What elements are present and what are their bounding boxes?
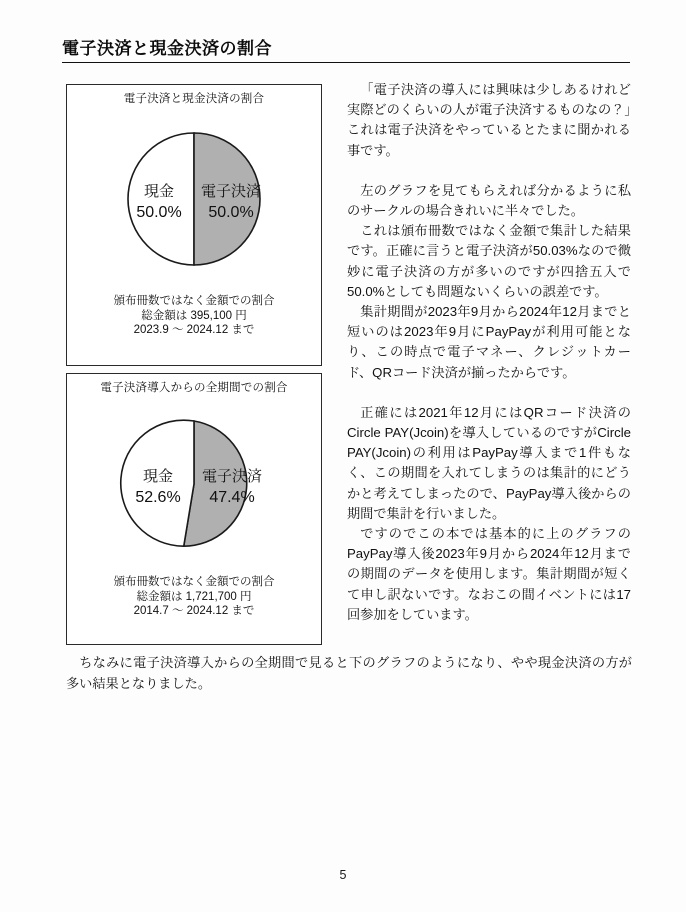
paragraph-bottom: ちなみに電子決済導入からの全期間で見ると下のグラフのようになり、やや現金決済の方が多い結果となりました。 (66, 655, 632, 691)
paragraph-spacer (347, 161, 631, 181)
paragraph-1: 「電子決済の導入には興味は少しあるけれど実際どのくらいの人が電子決済するものなの？」これは電子決済をやっているとたまに聞かれる事です。 (347, 82, 631, 158)
chart-caption (67, 575, 321, 619)
chart-caption (67, 294, 321, 338)
paragraph-5: 正確には2021年12月にはQRコード決済のCircle PAY(Jcoin)を導入しているのですがCircle PAY(Jcoin)の利用はPayPay導入まで1件もなく、この期間を入れてしまうのは集計的にどうかと考えてしまったので、PayPay導入後からの期間で集計を行いました。 (347, 404, 631, 521)
heading-rule (62, 62, 630, 63)
chart-card-period (66, 84, 322, 366)
chart-title: 電子決済導入からの全期間での割合 (100, 382, 288, 394)
pie-label-cash-value: 52.6% (135, 489, 181, 506)
paragraph-6: ですのでこの本では基本的に上のグラフのPayPay導入後2023年9月から2024年12月までの期間のデータを使用します。集計期間が短くて申し訳ないです。なおこの間イベントには17回参加をしています。 (347, 526, 631, 622)
caption-line-2: 総金額は 1,721,700 円 (136, 590, 252, 603)
pie-label-cash-value: 50.0% (136, 204, 182, 221)
body-text-column (347, 80, 631, 625)
caption-line-1: 頒布冊数ではなく金額での割合 (113, 576, 275, 588)
chart-title: 電子決済と現金決済の割合 (123, 93, 265, 105)
page-title: 電子決済と現金決済の割合 (62, 39, 272, 58)
paragraph-3: これは頒布冊数ではなく金額で集計した結果です。正確に言うと電子決済が50.03%なので微妙に電子決済の方が多いのですが四捨五入で50.0%としても問題ないくらいの誤差です。 (347, 223, 631, 299)
pie-label-cash-name: 現金 (143, 183, 175, 200)
caption-line-3: 2014.7 ～ 2024.12 まで (133, 605, 255, 617)
pie-label-digital-value: 47.4% (209, 489, 255, 506)
chart-card-all-time (66, 373, 322, 645)
pie-label-digital-name: 電子決済 (201, 468, 263, 485)
caption-line-3: 2023.9 ～ 2024.12 まで (133, 324, 255, 336)
pie-label-digital-name: 電子決済 (200, 183, 262, 200)
pie-svg-period (106, 110, 282, 288)
section-heading (62, 38, 630, 63)
paragraph-2: 左のグラフを見てもらえれば分かるように私のサークルの場合きれいに半々でした。 (347, 182, 631, 219)
paragraph-spacer (347, 383, 631, 403)
caption-line-2: 総金額は 395,100 円 (141, 309, 247, 322)
pie-chart-all-time (67, 399, 321, 569)
caption-line-1: 頒布冊数ではなく金額での割合 (113, 295, 275, 307)
pie-chart-period (67, 110, 321, 288)
paragraph-4: 集計期間が2023年9月から2024年12月までと短いのは2023年9月にPayPayが利用可能となり、この時点で電子マネー、クレジットカード、QRコード決済が揃ったからです。 (347, 304, 631, 380)
page-number: 5 (339, 868, 347, 882)
pie-svg-all-time (106, 399, 282, 569)
pie-label-digital-value: 50.0% (208, 204, 254, 221)
pie-label-cash-name: 現金 (142, 468, 174, 485)
